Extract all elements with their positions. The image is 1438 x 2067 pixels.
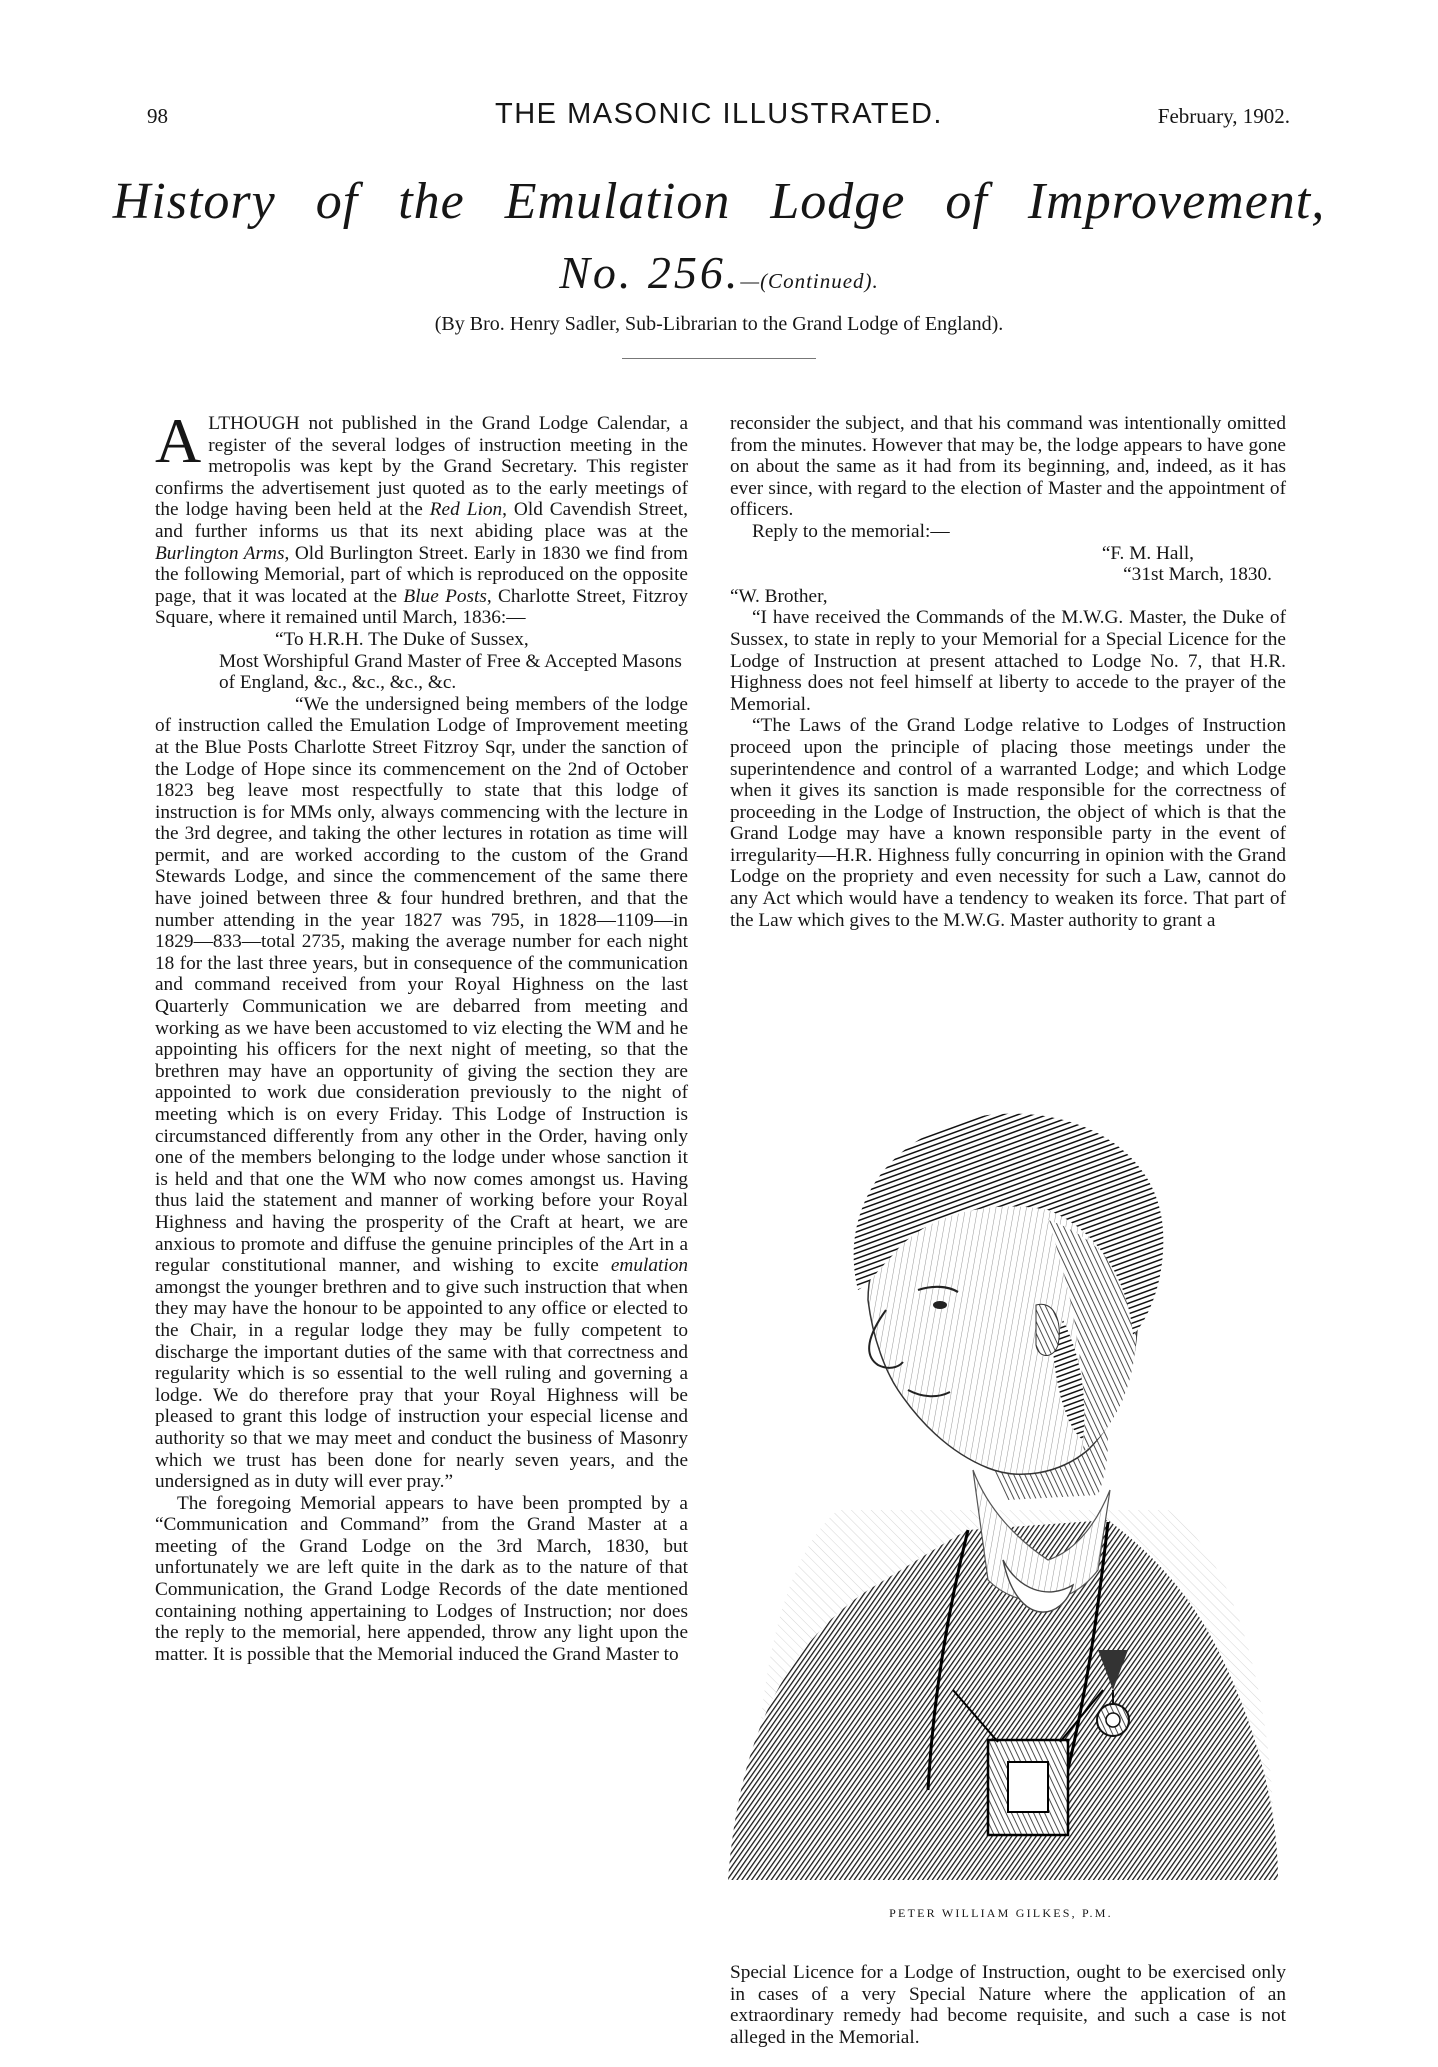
continued-note: —(Continued). xyxy=(740,269,879,293)
reply-intro: Reply to the memorial:— xyxy=(752,520,950,542)
signature-date: “31st March, 1830. xyxy=(1123,564,1272,586)
letter-salutation: “W. Brother, xyxy=(730,585,828,607)
memorial-text: “We the undersigned being members of the lodge of instruction called the Emulation Lodge of Improvement meeting at the Blue Posts Charlotte Street Fitzroy Sqr, under the sanction of the Lodge of Hope since its commencement on the 2nd of October 1823 beg leave most respectfully to state that this lodge of instruction is for MMs only, always commencing with the lecture in the 3rd degree, and taking the other lectures in rotation as time will permit, and are worked according to the custom of the Grand Stewards Lodge, and since the commencement of the same there have joined between three & four hundred brethren, and that the number attending in the year 1827 was 795, in 1828—1109—in 1829—833—total 2735, making the average number for each night 18 for the last three years, but in consequence of the communication and command received from your Royal Highness on the last Quarterly Communication we are debarred from meeting and working as we have been accustomed to viz electing the WM and he appointing his officers for the next night of meeting, so that the brethren may have an opportunity of giving the section they are appointed to work due consideration previously to the night of meeting which is on every Friday. This Lodge of Instruction is circumstanced differently from any other in the Order, having only one of the members belonging to the lodge under whose sanction it is held and that one the WM who now comes amongst us. Having thus laid the statement and manner of working before your Royal Highness and having the prosperity of the Craft at heart, we are anxious to promote and diffuse the genuine principles of the Art in a regular constitutional manner, and wishing to excite emulation amongst the younger brethren and to give such instruction that when they may have the honour to be appointed to any office or elected to the Chair, in a regular lodge they may be fully competent to discharge the important duties of the same with that correctness and regularity which is so essential to the well ruling and governing a lodge. We do therefore pray that your Royal Highness will be pleased to grant this lodge of instruction your especial license and authority so that we may meet and conduct the business of Masonry which we trust has been done for nearly seven years, and the undersigned as in duty will ever pray.” xyxy=(155,693,688,1493)
opening-paragraph: ALTHOUGH not published in the Grand Lodge Calendar, a register of the several lodges of instruction meeting in the metropolis was kept by the Grand Secretary. This register confirms the advertisement just quoted as to the early meetings of the lodge having been held at the Red Lion, Old Cavendish Street, and further informs us that its next abiding place was at the Burlington Arms, Old Burlington Street. Early in 1830 we find from the following Memorial, part of which is reproduced on the opposite page, that it was located at the Blue Posts, Charlotte Street, Fitzroy Square, where it remained until March, 1836:— xyxy=(155,405,688,629)
right-column-top xyxy=(730,413,1286,931)
drop-cap: A xyxy=(155,405,202,476)
memorial-address-1: “To H.R.H. The Duke of Sussex, xyxy=(275,628,529,650)
portrait-caption: PETER WILLIAM GILKES, P.M. xyxy=(889,1906,1113,1920)
right-paragraph-1: reconsider the subject, and that his command was intentionally omitted from the minutes. However that may be, the lodge appears to have gone on about the same as it had from its beginning, and, indeed, as it has ever since, with regard to the election of Master and the appointment of officers. xyxy=(730,413,1286,521)
signature-name: “F. M. Hall, xyxy=(1101,542,1194,564)
running-head: THE MASONIC ILLUSTRATED. xyxy=(495,98,943,130)
issue-date: February, 1902. xyxy=(1157,104,1290,128)
lodge-number: No. 256. xyxy=(559,247,741,298)
right-column-bottom xyxy=(730,1962,1286,2048)
article-title: History of the Emulation Lodge of Improvement, xyxy=(112,173,1326,230)
byline: (By Bro. Henry Sadler, Sub-Librarian to the Grand Lodge of England). xyxy=(434,313,1004,335)
letter-paragraph-2: “The Laws of the Grand Lodge relative to Lodges of Instruction proceed upon the principle of placing those meetings under the superintendence and control of a warranted Lodge; and which Lodge when it gives its sanction is made responsible for the correctness of proceeding in the Lodge of Instruction, the object of which is that the Grand Lodge may have a known responsible party in the event of irregularity—H.R. Highness fully concurring in opinion with the Grand Lodge on the propriety and even necessity for such a Law, cannot do any Act which would have a tendency to weaken its force. That part of the Law which gives to the M.W.G. Master authority to grant a xyxy=(730,715,1286,931)
right-paragraph-after-portrait: Special Licence for a Lodge of Instruction, ought to be exercised only in cases of a very Special Nature where the application of an extraordinary remedy had become requisite, and such a case is not alleged in the Memorial. xyxy=(730,1962,1286,2048)
page-number: 98 xyxy=(147,104,168,128)
letter-paragraph-1: “I have received the Commands of the M.W.G. Master, the Duke of Sussex, to state in reply to your Memorial for a Special Licence for the Lodge of Instruction at present attached to Lodge No. 7, that H.R. Highness does not feel himself at liberty to accede to the prayer of the Memorial. xyxy=(730,607,1286,715)
closing-paragraph: The foregoing Memorial appears to have been prompted by a “Communication and Command” from the Grand Master at a meeting of the Grand Lodge on the 3rd March, 1830, but unfortunately we are left quite in the dark as to the nature of that Communication, the Grand Lodge Records of the date mentioned containing nothing appertaining to Lodges of Instruction; nor does the reply to the memorial, here appended, throw any light upon the matter. It is possible that the Memorial induced the Grand Master to xyxy=(155,1492,688,1665)
left-column xyxy=(155,405,688,1665)
memorial-address-2: Most Worshipful Grand Master of Free & Accepted Masons of England, &c., &c., &c., &c. xyxy=(219,650,682,694)
title-rule xyxy=(622,358,816,359)
article-title-number xyxy=(0,246,1438,299)
portrait-engraving xyxy=(718,1090,1284,1880)
